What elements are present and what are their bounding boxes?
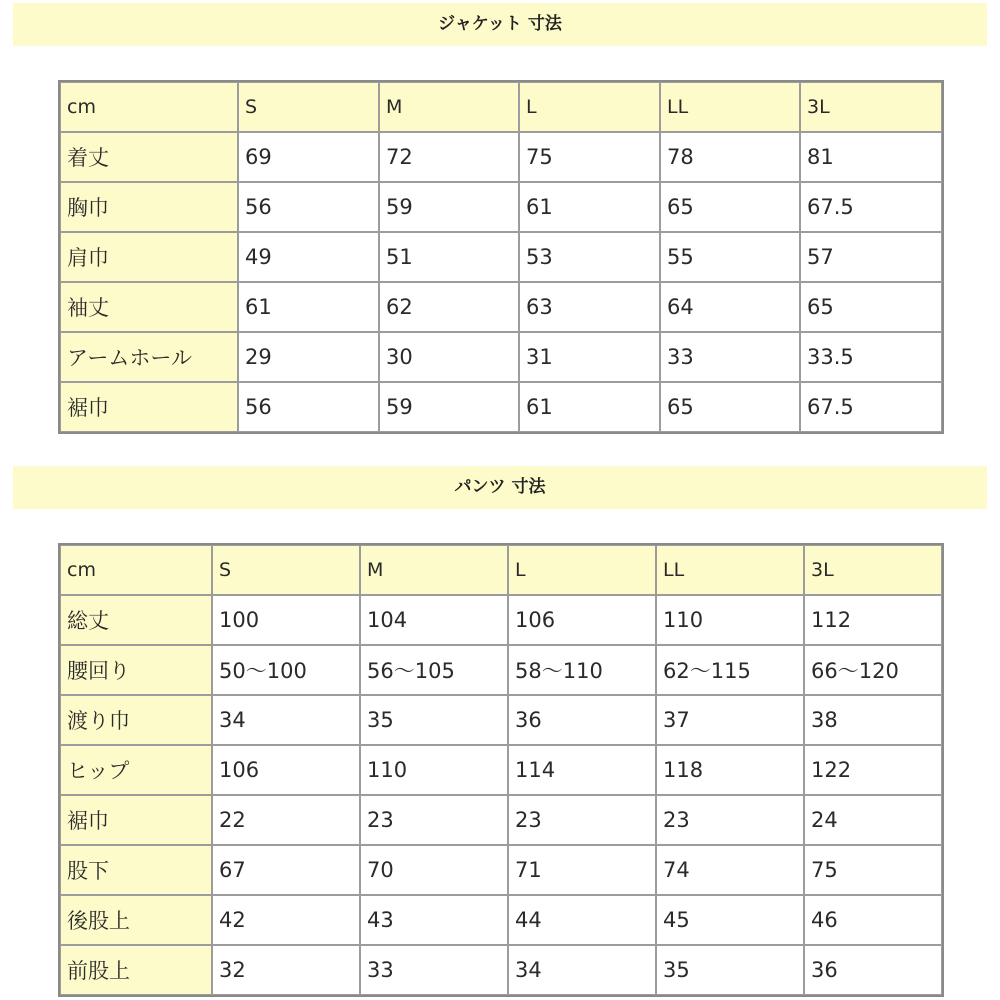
table-cell: 33 [660, 332, 800, 382]
unit-header-cell: cm [60, 82, 238, 132]
table-cell: 36 [508, 695, 656, 745]
table-cell: 104 [360, 595, 508, 645]
size-header-s: S [212, 545, 360, 595]
row-label: 着丈 [60, 132, 238, 182]
row-label: 胸巾 [60, 182, 238, 232]
table-row [60, 795, 942, 845]
table-cell: 42 [212, 895, 360, 945]
jacket-size-table [58, 80, 944, 434]
table-cell: 36 [804, 945, 942, 995]
table-cell: 44 [508, 895, 656, 945]
table-cell: 78 [660, 132, 800, 182]
row-label: 総丈 [60, 595, 212, 645]
table-cell: 62 [379, 282, 519, 332]
table-cell: 30 [379, 332, 519, 382]
size-header-m: M [379, 82, 519, 132]
table-cell: 112 [804, 595, 942, 645]
table-cell: 23 [360, 795, 508, 845]
table-row [60, 895, 942, 945]
table-cell: 49 [238, 232, 379, 282]
row-label: 裾巾 [60, 795, 212, 845]
size-header-m: M [360, 545, 508, 595]
table-row [60, 382, 942, 432]
table-cell: 23 [508, 795, 656, 845]
table-row [60, 945, 942, 995]
table-cell: 51 [379, 232, 519, 282]
table-cell: 50〜100 [212, 645, 360, 695]
table-cell: 59 [379, 182, 519, 232]
table-row [60, 845, 942, 895]
table-cell: 69 [238, 132, 379, 182]
table-cell: 33.5 [800, 332, 942, 382]
table-cell: 67 [212, 845, 360, 895]
table-cell: 37 [656, 695, 804, 745]
unit-header-cell: cm [60, 545, 212, 595]
table-row [60, 332, 942, 382]
jacket-section-title: ジャケット 寸法 [13, 3, 987, 46]
table-cell: 45 [656, 895, 804, 945]
table-cell: 31 [519, 332, 660, 382]
table-cell: 106 [212, 745, 360, 795]
pants-section-title: パンツ 寸法 [13, 466, 987, 509]
row-label: 裾巾 [60, 382, 238, 432]
table-header-row [60, 82, 942, 132]
row-label: 肩巾 [60, 232, 238, 282]
table-cell: 67.5 [800, 382, 942, 432]
table-cell: 33 [360, 945, 508, 995]
table-cell: 61 [519, 182, 660, 232]
table-row [60, 745, 942, 795]
table-cell: 75 [804, 845, 942, 895]
table-cell: 46 [804, 895, 942, 945]
table-cell: 110 [360, 745, 508, 795]
table-cell: 56 [238, 182, 379, 232]
table-cell: 35 [656, 945, 804, 995]
table-cell: 61 [519, 382, 660, 432]
table-cell: 56〜105 [360, 645, 508, 695]
table-cell: 65 [660, 382, 800, 432]
table-cell: 75 [519, 132, 660, 182]
size-header-ll: LL [656, 545, 804, 595]
pants-size-table [58, 543, 944, 997]
table-cell: 34 [508, 945, 656, 995]
size-header-l: L [519, 82, 660, 132]
table-cell: 81 [800, 132, 942, 182]
table-header-row [60, 545, 942, 595]
table-cell: 71 [508, 845, 656, 895]
table-cell: 110 [656, 595, 804, 645]
table-cell: 62〜115 [656, 645, 804, 695]
table-cell: 58〜110 [508, 645, 656, 695]
table-cell: 122 [804, 745, 942, 795]
row-label: アームホール [60, 332, 238, 382]
table-cell: 100 [212, 595, 360, 645]
row-label: ヒップ [60, 745, 212, 795]
table-cell: 63 [519, 282, 660, 332]
table-row [60, 132, 942, 182]
size-header-ll: LL [660, 82, 800, 132]
row-label: 前股上 [60, 945, 212, 995]
table-row [60, 695, 942, 745]
table-row [60, 232, 942, 282]
table-cell: 35 [360, 695, 508, 745]
size-header-s: S [238, 82, 379, 132]
table-row [60, 595, 942, 645]
table-cell: 22 [212, 795, 360, 845]
table-cell: 64 [660, 282, 800, 332]
row-label: 袖丈 [60, 282, 238, 332]
row-label: 渡り巾 [60, 695, 212, 745]
table-cell: 59 [379, 382, 519, 432]
table-cell: 29 [238, 332, 379, 382]
table-row [60, 182, 942, 232]
table-cell: 66〜120 [804, 645, 942, 695]
table-cell: 114 [508, 745, 656, 795]
table-cell: 118 [656, 745, 804, 795]
table-row [60, 645, 942, 695]
table-cell: 70 [360, 845, 508, 895]
table-cell: 43 [360, 895, 508, 945]
table-cell: 55 [660, 232, 800, 282]
table-cell: 65 [660, 182, 800, 232]
row-label: 股下 [60, 845, 212, 895]
table-cell: 34 [212, 695, 360, 745]
table-row [60, 282, 942, 332]
table-cell: 61 [238, 282, 379, 332]
table-cell: 74 [656, 845, 804, 895]
table-cell: 56 [238, 382, 379, 432]
table-cell: 38 [804, 695, 942, 745]
table-cell: 32 [212, 945, 360, 995]
size-header-3l: 3L [804, 545, 942, 595]
table-cell: 23 [656, 795, 804, 845]
table-cell: 72 [379, 132, 519, 182]
row-label: 後股上 [60, 895, 212, 945]
table-cell: 24 [804, 795, 942, 845]
table-cell: 67.5 [800, 182, 942, 232]
table-cell: 53 [519, 232, 660, 282]
table-cell: 65 [800, 282, 942, 332]
table-cell: 57 [800, 232, 942, 282]
size-header-3l: 3L [800, 82, 942, 132]
size-header-l: L [508, 545, 656, 595]
table-cell: 106 [508, 595, 656, 645]
row-label: 腰回り [60, 645, 212, 695]
